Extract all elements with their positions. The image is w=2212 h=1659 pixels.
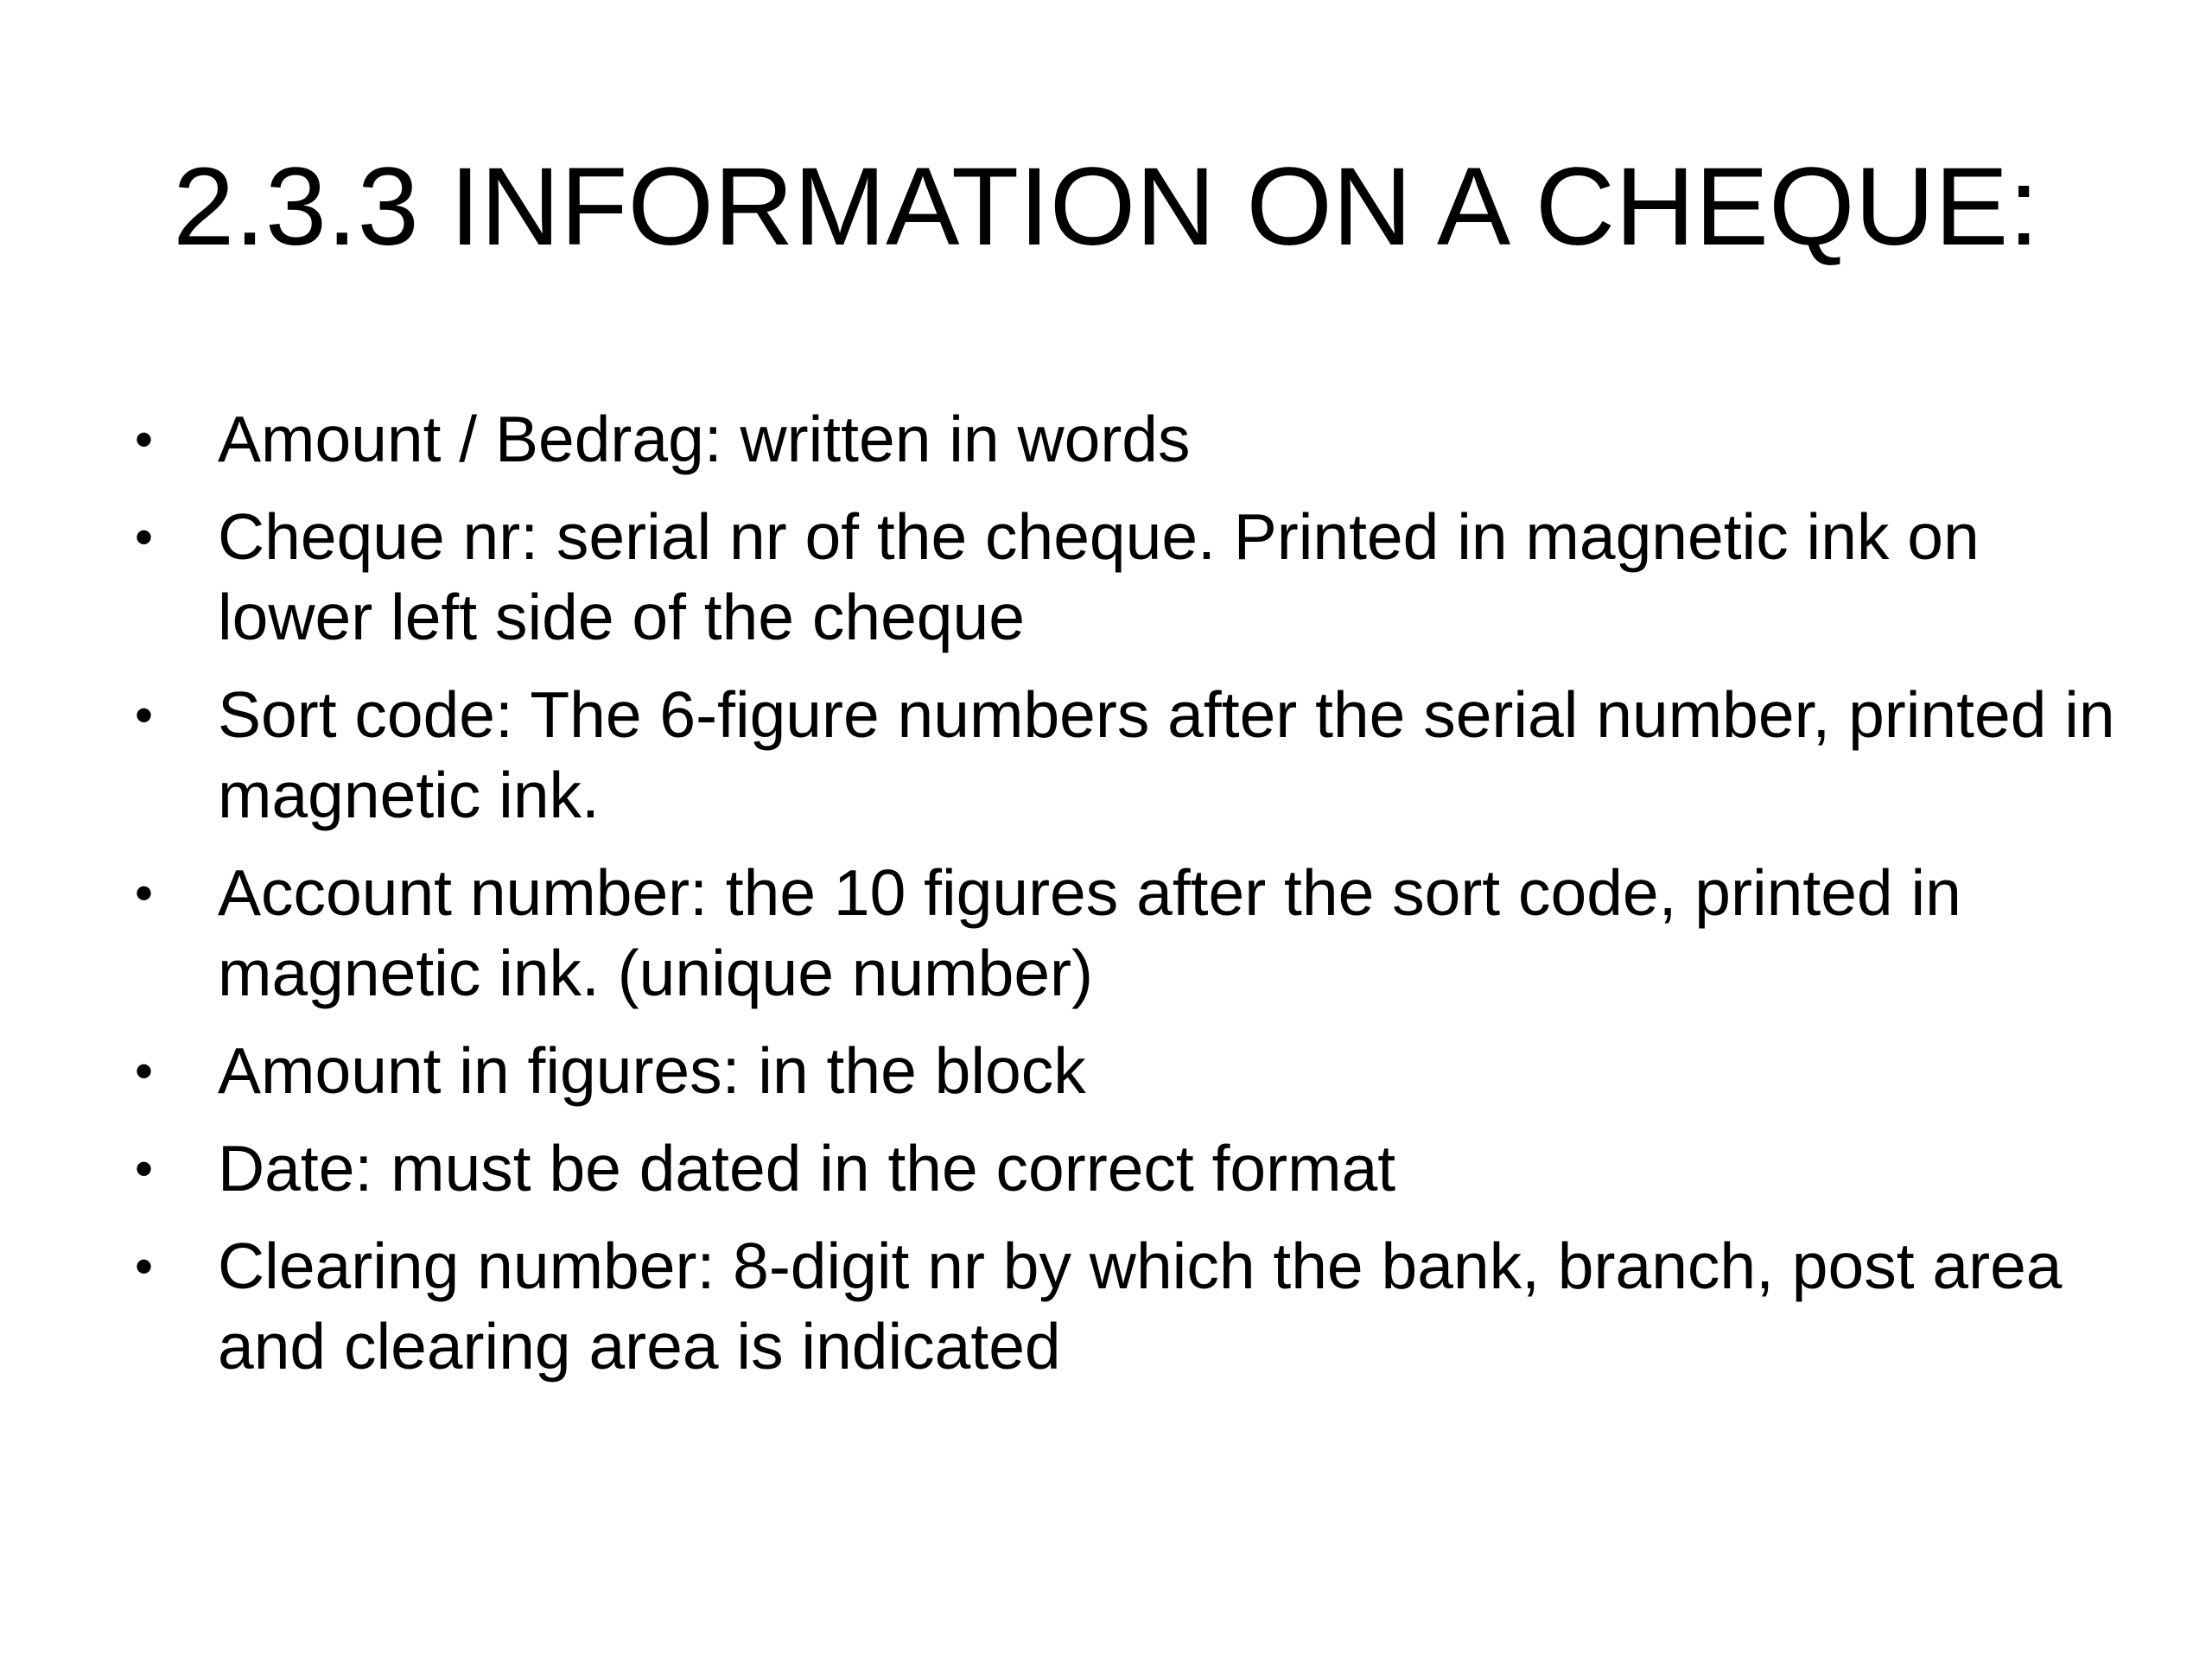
- list-item-text: Clearing number: 8-digit nr by which the bank, branch, post area and clearing area is indicated: [218, 1230, 2063, 1382]
- list-item: [128, 497, 2115, 658]
- bullet-icon: •: [135, 864, 154, 922]
- list-item-text: Account number: the 10 figures after the sort code, printed in magnetic ink. (unique number): [218, 856, 1961, 1009]
- list-item: [128, 399, 2115, 480]
- list-item-text: Cheque nr: serial nr of the cheque. Printed in magnetic ink on lower left side of the cheque: [218, 500, 1980, 653]
- slide-title: 2.3.3 INFORMATION ON A CHEQUE:: [173, 145, 2039, 269]
- bullet-icon: •: [135, 1140, 154, 1198]
- list-item-text: Amount in figures: in the block: [218, 1034, 1086, 1107]
- list-item: [128, 1226, 2115, 1387]
- bullet-icon: •: [135, 410, 154, 468]
- list-item-text: Sort code: The 6-figure numbers after the serial number, printed in magnetic ink.: [218, 678, 2115, 831]
- list-item: [128, 1031, 2115, 1111]
- list-item: [128, 675, 2115, 836]
- list-item: [128, 1128, 2115, 1209]
- bullet-icon: •: [135, 1042, 154, 1100]
- bullet-icon: •: [135, 1237, 154, 1295]
- bullet-icon: •: [135, 686, 154, 744]
- list-item-text: Amount / Bedrag: written in words: [218, 403, 1191, 475]
- list-item-text: Date: must be dated in the correct format: [218, 1132, 1396, 1205]
- list-item: [128, 853, 2115, 1014]
- bullet-list: [128, 399, 2115, 1404]
- bullet-icon: •: [135, 508, 154, 566]
